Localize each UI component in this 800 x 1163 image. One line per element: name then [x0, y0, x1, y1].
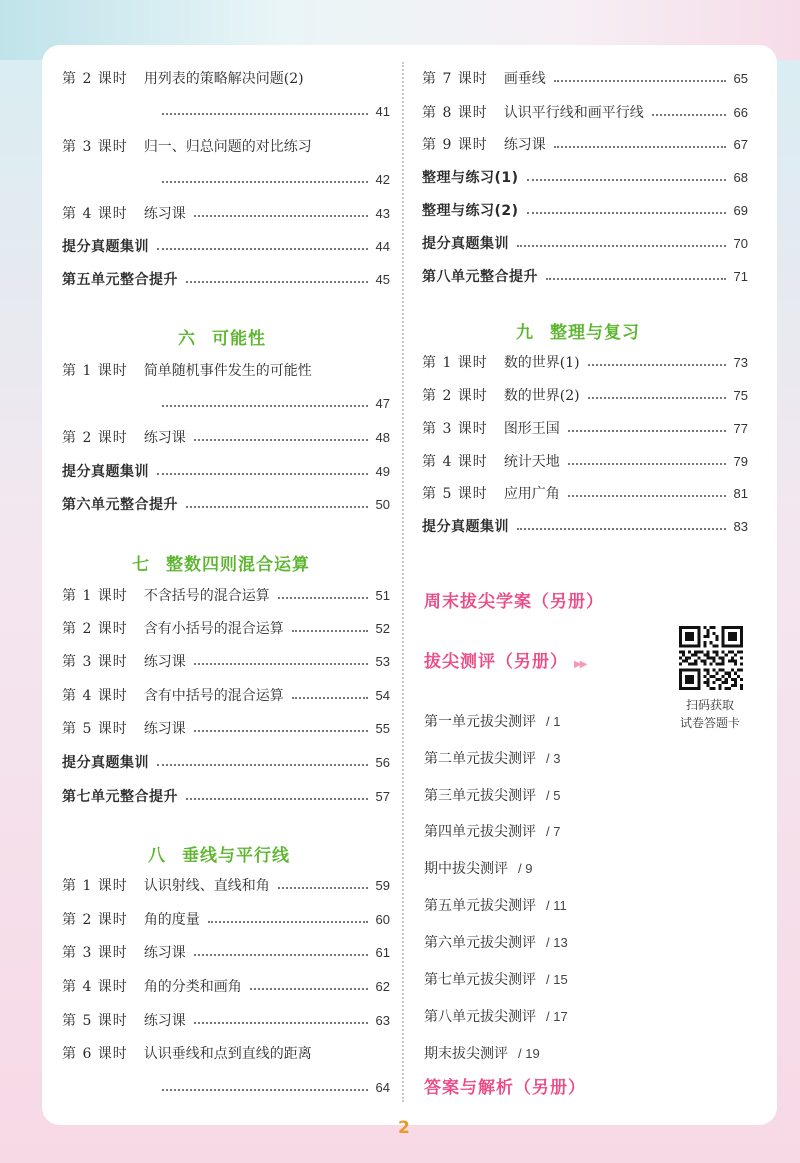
lesson-number: 第 1 课时	[62, 363, 128, 379]
page-number: 71	[733, 269, 748, 284]
leader-dots	[292, 697, 368, 699]
lesson-topic: 练习课	[503, 137, 546, 153]
page-number: 52	[375, 621, 390, 636]
leader-dots	[568, 495, 726, 497]
leader-dots	[652, 114, 726, 116]
page-number: 62	[375, 979, 390, 994]
leader-dots	[588, 364, 726, 366]
leader-dots	[194, 439, 368, 441]
test-item[interactable]	[424, 748, 560, 768]
leader-dots	[162, 181, 368, 183]
toc-entry[interactable]	[62, 908, 390, 932]
leader-dots	[208, 921, 368, 923]
unit-title: 整理与复习	[550, 323, 640, 343]
leader-dots	[568, 430, 726, 432]
lesson-number: 第 4 课时	[62, 688, 128, 704]
page-number: 63	[375, 1013, 390, 1028]
page-number: 81	[733, 486, 748, 501]
leader-dots	[157, 248, 368, 250]
lesson-number: 第 1 课时	[422, 355, 488, 371]
lesson-number: 第 2 课时	[62, 430, 128, 446]
test-item[interactable]	[424, 821, 560, 841]
section-title: 提分真题集训	[422, 236, 509, 252]
test-item[interactable]	[424, 1043, 540, 1063]
test-item[interactable]	[424, 711, 560, 731]
lesson-topic: 认识垂线和点到直线的距离	[143, 1046, 312, 1062]
lesson-topic: 练习课	[143, 721, 186, 737]
page-number: 50	[375, 497, 390, 512]
page-number: 64	[375, 1080, 390, 1095]
page-number: 59	[375, 878, 390, 893]
lesson-number: 第 7 课时	[422, 71, 488, 87]
lesson-number: 第 4 课时	[62, 979, 128, 995]
test-item[interactable]	[424, 932, 568, 952]
page-number: 73	[733, 355, 748, 370]
lesson-number: 第 1 课时	[62, 588, 128, 604]
tests-heading[interactable]	[424, 647, 585, 672]
toc-entry[interactable]	[62, 684, 390, 708]
section-title: 第六单元整合提升	[62, 497, 178, 513]
lesson-number: 第 1 课时	[62, 878, 128, 894]
leader-dots	[194, 954, 368, 956]
test-page: / 7	[546, 824, 561, 839]
lesson-number: 第 4 课时	[62, 206, 128, 222]
toc-entry[interactable]	[62, 359, 392, 383]
qr-caption	[660, 696, 760, 732]
section-title: 第七单元整合提升	[62, 789, 178, 805]
weekend-booklet-heading[interactable]: 周末拔尖学案（另册）	[424, 592, 604, 612]
unit-heading	[148, 841, 290, 866]
page-number: 69	[733, 203, 748, 218]
toc-entry[interactable]	[422, 515, 748, 539]
toc-entry[interactable]	[62, 617, 390, 641]
toc-entry[interactable]	[62, 426, 390, 450]
lesson-topic: 用列表的策略解决问题(2)	[143, 71, 304, 87]
test-page: / 1	[546, 714, 561, 729]
leader-dots	[157, 764, 368, 766]
section-title: 提分真题集训	[62, 239, 149, 255]
page-number: 49	[375, 464, 390, 479]
toc-entry[interactable]	[62, 941, 390, 965]
toc-entry[interactable]	[62, 67, 392, 91]
test-name: 第四单元拔尖测评	[424, 824, 536, 840]
unit-title: 整数四则混合运算	[166, 555, 310, 575]
column-divider	[402, 62, 404, 1102]
unit-number: 九	[516, 323, 534, 343]
toc-entry[interactable]	[62, 751, 390, 775]
leader-dots	[568, 463, 726, 465]
toc-entry[interactable]	[422, 232, 748, 256]
page-number: 67	[733, 137, 748, 152]
toc-entry[interactable]	[62, 584, 390, 608]
unit-title: 垂线与平行线	[182, 846, 290, 866]
lesson-number: 第 5 课时	[62, 721, 128, 737]
test-name: 第五单元拔尖测评	[424, 898, 536, 914]
leader-dots	[194, 663, 368, 665]
section-title: 提分真题集训	[422, 519, 509, 535]
lesson-number: 第 2 课时	[62, 621, 128, 637]
lesson-topic: 画垂线	[503, 71, 546, 87]
unit-title: 可能性	[212, 329, 266, 349]
lesson-topic: 不含括号的混合运算	[143, 588, 270, 604]
page-number: 65	[733, 71, 748, 86]
toc-entry[interactable]	[62, 235, 390, 259]
page-number: 41	[375, 104, 390, 119]
lesson-topic: 练习课	[143, 430, 186, 446]
page-number: 77	[733, 421, 748, 436]
lesson-topic: 数的世界(2)	[503, 388, 580, 404]
section-title: 整理与练习(2)	[422, 203, 519, 219]
leader-dots	[157, 473, 368, 475]
lesson-number: 第 5 课时	[62, 1013, 128, 1029]
lesson-topic: 统计天地	[503, 454, 560, 470]
test-item[interactable]	[424, 969, 568, 989]
toc-entry[interactable]	[422, 199, 748, 223]
toc-entry-continuation[interactable]	[162, 392, 390, 416]
page-number: 42	[375, 172, 390, 187]
lesson-topic: 认识射线、直线和角	[143, 878, 270, 894]
section-title: 第八单元整合提升	[422, 269, 538, 285]
lesson-number: 第 3 课时	[62, 654, 128, 670]
leader-dots	[162, 1089, 368, 1091]
test-page: / 17	[546, 1009, 568, 1024]
unit-heading	[516, 318, 640, 343]
qr-code[interactable]	[679, 626, 743, 690]
leader-dots	[554, 146, 726, 148]
page-number: 54	[375, 688, 390, 703]
leader-dots	[527, 212, 726, 214]
page-number: 45	[375, 272, 390, 287]
test-name: 第六单元拔尖测评	[424, 935, 536, 951]
leader-dots	[186, 798, 368, 800]
page-number: 75	[733, 388, 748, 403]
page-number: 79	[733, 454, 748, 469]
lesson-topic: 练习课	[143, 945, 186, 961]
lesson-topic: 归一、归总问题的对比练习	[143, 139, 312, 155]
test-page: / 9	[518, 861, 533, 876]
test-page: / 5	[546, 788, 561, 803]
test-name: 期末拔尖测评	[424, 1046, 508, 1062]
leader-dots	[527, 179, 726, 181]
page-number: 66	[733, 105, 748, 120]
lesson-topic: 含有中括号的混合运算	[143, 688, 284, 704]
toc-entry-continuation[interactable]	[162, 168, 390, 192]
toc-entry[interactable]	[62, 874, 390, 898]
test-item[interactable]	[424, 858, 532, 878]
test-name: 第七单元拔尖测评	[424, 972, 536, 988]
unit-number: 七	[132, 555, 150, 575]
lesson-number: 第 3 课时	[62, 139, 128, 155]
page-number: 51	[375, 588, 390, 603]
section-title: 提分真题集训	[62, 464, 149, 480]
leader-dots	[278, 887, 368, 889]
test-page: / 15	[546, 972, 568, 987]
leader-dots	[186, 506, 368, 508]
lesson-number: 第 2 课时	[62, 71, 128, 87]
page-number: 68	[733, 170, 748, 185]
test-name: 第一单元拔尖测评	[424, 714, 536, 730]
test-page: / 3	[546, 751, 561, 766]
test-item[interactable]	[424, 785, 560, 805]
toc-entry[interactable]	[422, 450, 748, 474]
toc-entry[interactable]	[62, 650, 390, 674]
toc-entry[interactable]	[62, 1042, 392, 1066]
lesson-topic: 练习课	[143, 206, 186, 222]
toc-entry-continuation[interactable]	[162, 1076, 390, 1100]
leader-dots	[194, 215, 368, 217]
toc-entry[interactable]	[62, 135, 392, 159]
lesson-topic: 练习课	[143, 654, 186, 670]
test-page: / 11	[546, 898, 567, 913]
leader-dots	[292, 630, 368, 632]
toc-entry[interactable]	[62, 202, 390, 226]
toc-entry[interactable]	[62, 717, 390, 741]
unit-number: 六	[178, 329, 196, 349]
lesson-number: 第 9 课时	[422, 137, 488, 153]
test-name: 第三单元拔尖测评	[424, 788, 536, 804]
unit-heading	[132, 550, 310, 575]
tests-heading-title: 拔尖测评（另册）	[424, 652, 568, 672]
toc-entry[interactable]	[422, 482, 748, 506]
test-item[interactable]	[424, 895, 567, 915]
lesson-topic: 认识平行线和画平行线	[503, 105, 644, 121]
leader-dots	[186, 281, 368, 283]
toc-entry[interactable]	[422, 417, 748, 441]
test-page: / 19	[518, 1046, 540, 1061]
lesson-topic: 练习课	[143, 1013, 186, 1029]
lesson-topic: 简单随机事件发生的可能性	[143, 363, 312, 379]
leader-dots	[517, 245, 726, 247]
leader-dots	[588, 397, 726, 399]
toc-entry[interactable]	[422, 351, 748, 375]
unit-number: 八	[148, 846, 166, 866]
lesson-number: 第 6 课时	[62, 1046, 128, 1062]
toc-entry[interactable]	[62, 493, 390, 517]
lesson-number: 第 5 课时	[422, 486, 488, 502]
test-name: 期中拔尖测评	[424, 861, 508, 877]
lesson-topic: 角的度量	[143, 912, 200, 928]
page-number: 48	[375, 430, 390, 445]
lesson-topic: 数的世界(1)	[503, 355, 580, 371]
lesson-topic: 含有小括号的混合运算	[143, 621, 284, 637]
section-title: 第五单元整合提升	[62, 272, 178, 288]
page-number: 57	[375, 789, 390, 804]
lesson-topic: 图形王国	[503, 421, 560, 437]
toc-entry[interactable]	[62, 785, 390, 809]
page-number: 53	[375, 654, 390, 669]
leader-dots	[517, 528, 726, 530]
qr-caption-line: 试卷答题卡	[679, 716, 740, 730]
lesson-number: 第 8 课时	[422, 105, 488, 121]
unit-heading	[178, 324, 266, 349]
page-number: 70	[733, 236, 748, 251]
page-number: 61	[375, 945, 390, 960]
leader-dots	[554, 80, 726, 82]
page-number: 47	[375, 396, 390, 411]
lesson-number: 第 2 课时	[422, 388, 488, 404]
lesson-number: 第 2 课时	[62, 912, 128, 928]
answers-booklet-heading[interactable]: 答案与解析（另册）	[424, 1078, 586, 1098]
page-number: 44	[375, 239, 390, 254]
leader-dots	[546, 278, 726, 280]
lesson-number: 第 3 课时	[422, 421, 488, 437]
page-footer-number: 2	[398, 1118, 410, 1138]
page-number: 60	[375, 912, 390, 927]
test-page: / 13	[546, 935, 568, 950]
test-name: 第八单元拔尖测评	[424, 1009, 536, 1025]
toc-entry[interactable]	[422, 166, 748, 190]
leader-dots	[250, 988, 368, 990]
qr-caption-line: 扫码获取	[685, 698, 734, 712]
page-number: 43	[375, 206, 390, 221]
toc-entry[interactable]	[422, 384, 748, 408]
double-arrow-icon: ▶▶	[574, 659, 586, 670]
leader-dots	[278, 597, 368, 599]
toc-entry-continuation[interactable]	[162, 100, 390, 124]
test-name: 第二单元拔尖测评	[424, 751, 536, 767]
toc-entry[interactable]	[422, 133, 748, 157]
page-number: 83	[733, 519, 748, 534]
toc-entry[interactable]	[62, 975, 390, 999]
toc-entry[interactable]	[422, 101, 748, 125]
lesson-topic: 应用广角	[503, 486, 560, 502]
lesson-number: 第 3 课时	[62, 945, 128, 961]
page-number: 56	[375, 755, 390, 770]
section-title: 提分真题集训	[62, 755, 149, 771]
leader-dots	[194, 1022, 368, 1024]
test-item[interactable]	[424, 1006, 568, 1026]
section-title: 整理与练习(1)	[422, 170, 519, 186]
lesson-number: 第 4 课时	[422, 454, 488, 470]
toc-entry[interactable]	[62, 268, 390, 292]
lesson-topic: 角的分类和画角	[143, 979, 242, 995]
page-number: 55	[375, 721, 390, 736]
leader-dots	[162, 113, 368, 115]
leader-dots	[194, 730, 368, 732]
toc-entry[interactable]	[422, 265, 748, 289]
leader-dots	[162, 405, 368, 407]
toc-entry[interactable]	[62, 1009, 390, 1033]
toc-entry[interactable]	[62, 460, 390, 484]
toc-entry[interactable]	[422, 67, 748, 91]
